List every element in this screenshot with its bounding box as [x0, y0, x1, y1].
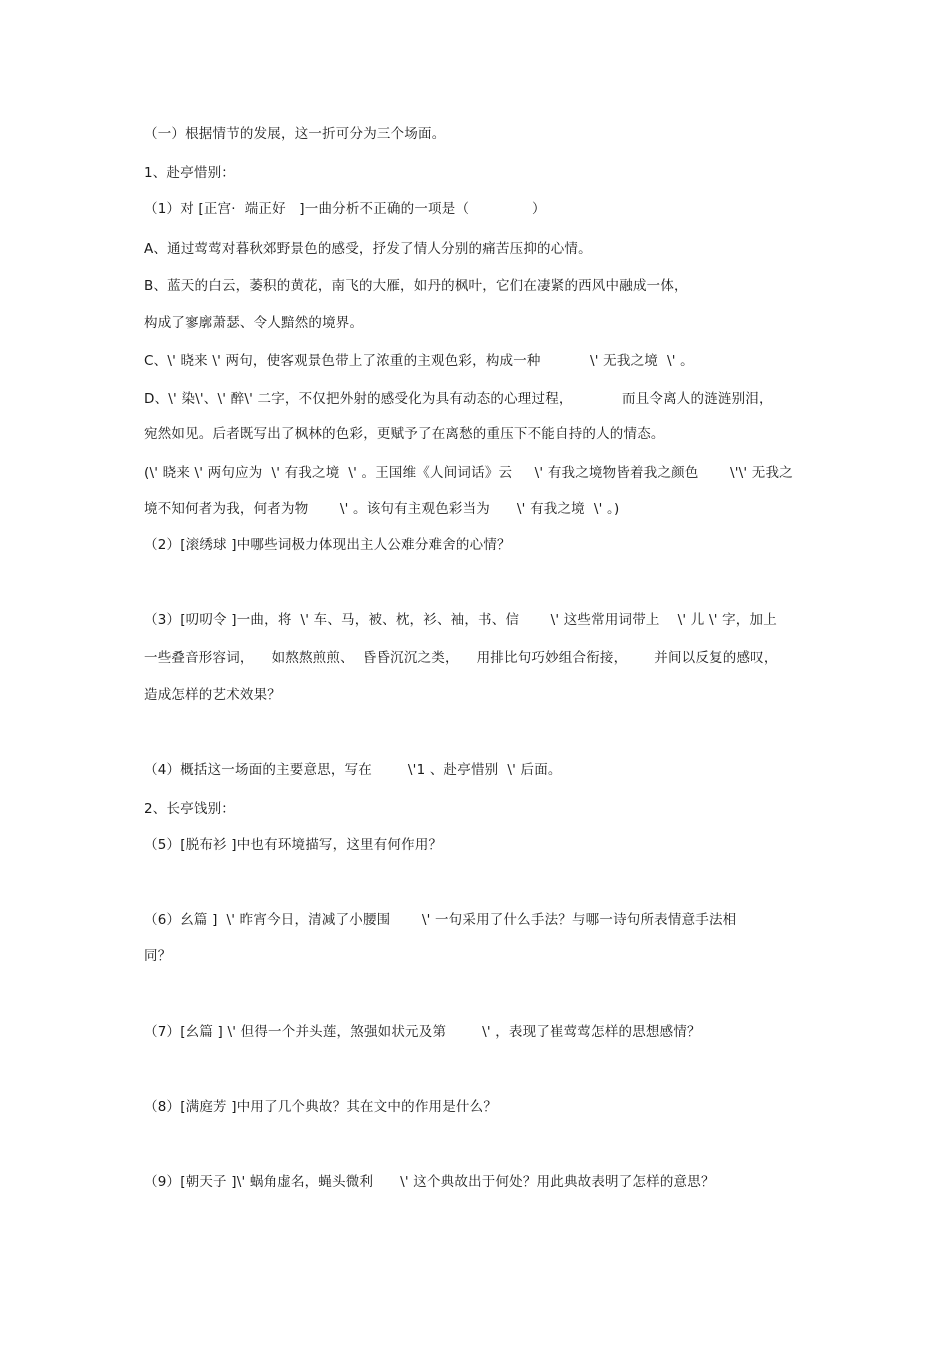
- option-b-continued: 构成了寥廓萧瑟、令人黯然的境界。: [144, 315, 364, 331]
- question-3-continued: 一些叠音形容词， 如熬熬煎煎、 昏昏沉沉之类， 用排比句巧妙组合衔接， 并间以反复的感叹，: [144, 650, 778, 666]
- question-8: （8）[满庭芳 ]中用了几个典故？其在文中的作用是什么？: [144, 1099, 498, 1115]
- option-d: D、\' 染\'、\' 醉\' 二字，不仅把外射的感受化为具有动态的心理过程， 而且令离人的涟涟别泪，: [144, 391, 773, 407]
- question-3: （3）[叨叨令 ]一曲，将 \' 车、马，被、枕，衫、袖，书、信 \' 这些常用词带上 \' 儿 \' 字，加上: [144, 612, 777, 628]
- question-5: （5）[脱布衫 ]中也有环境描写，这里有何作用？: [144, 837, 443, 853]
- question-3-end: 造成怎样的艺术效果？: [144, 687, 281, 703]
- answer-note: (\' 晓来 \' 两句应为 \' 有我之境 \' 。王国维《人间词话》云 \' 有我之境物皆着我之颜色 \'\' 无我之: [144, 465, 793, 481]
- question-2: （2）[滚绣球 ]中哪些词极力体现出主人公难分难舍的心情？: [144, 537, 511, 553]
- question-6: （6）幺篇 ] \' 昨宵今日，清减了小腰围 \' 一句采用了什么手法？与哪一诗句所表情意手法相: [144, 912, 737, 928]
- subsection-heading-2: 2、长亭饯别：: [144, 801, 235, 817]
- question-4: （4）概括这一场面的主要意思，写在 \'1 、赴亭惜别 \' 后面。: [144, 762, 562, 778]
- option-a: A、通过莺莺对暮秋郊野景色的感受，抒发了情人分别的痛苦压抑的心情。: [144, 241, 592, 257]
- answer-note-continued: 境不知何者为我，何者为物 \' 。该句有主观色彩当为 \' 有我之境 \' 。): [144, 501, 620, 517]
- subsection-heading: 1、赴亭惜别：: [144, 165, 235, 181]
- question-6-continued: 同？: [144, 948, 172, 964]
- question-7: （7）[幺篇 ] \' 但得一个并头莲，煞强如状元及第 \' ，表现了崔莺莺怎样的思想感情？: [144, 1024, 701, 1040]
- option-c: C、\' 晓来 \' 两句，使客观景色带上了浓重的主观色彩，构成一种 \' 无我之境 \' 。: [144, 353, 694, 369]
- option-b: B、蓝天的白云，萎积的黄花，南飞的大雁，如丹的枫叶，它们在凄紧的西风中融成一体，: [144, 278, 688, 294]
- option-d-continued: 宛然如见。后者既写出了枫林的色彩，更赋予了在离愁的重压下不能自持的人的情态。: [144, 426, 665, 442]
- question-9: （9）[朝天子 ]\' 蜗角虚名，蝇头微利 \' 这个典故出于何处？用此典故表明了怎样的意思？: [144, 1174, 715, 1190]
- question-1: （1）对 [正宫· 端正好 ]一曲分析不正确的一项是（ ）: [144, 201, 546, 217]
- section-heading: （一）根据情节的发展，这一折可分为三个场面。: [144, 126, 446, 142]
